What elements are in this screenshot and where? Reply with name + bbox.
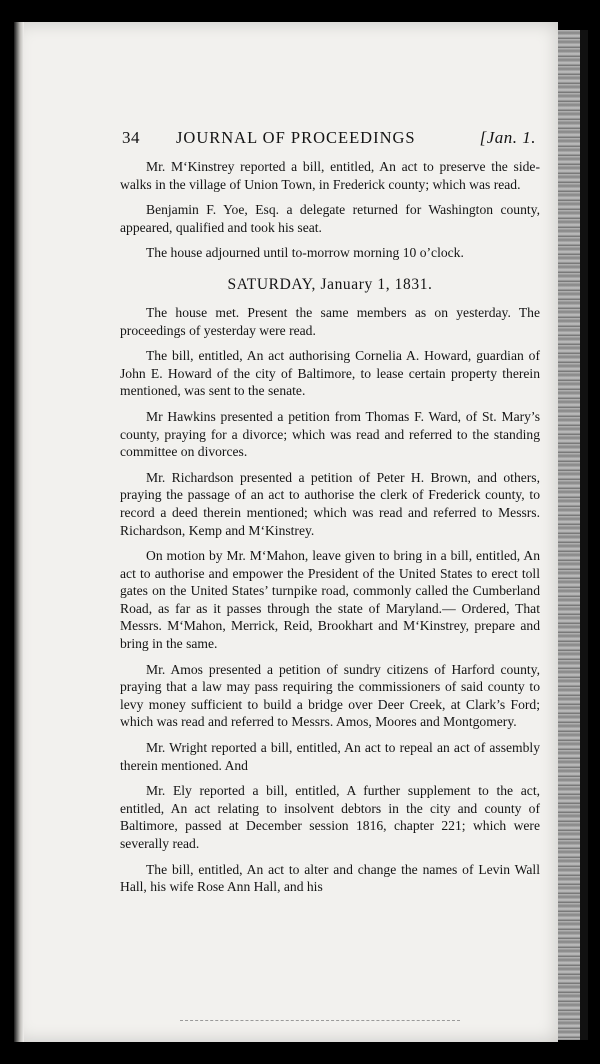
paragraph: The house met. Present the same members as on yesterday. The proceedings of yesterday were read. [120,304,540,338]
running-title: JOURNAL OF PROCEEDINGS [176,128,416,147]
paragraph: Mr Hawkins presented a petition from Thomas F. Ward, of St. Mary’s county, praying for a divorce; which was read and referred to the standing committee on divorces. [120,408,540,460]
page-binding-edge [14,22,24,1042]
paragraph: The bill, entitled, An act authorising Cornelia A. Howard, guardian of John E. Howard of the city of Baltimore, to lease certain property therein mentioned, was sent to the senate. [120,348,540,399]
paragraph: Mr. Wright reported a bill, entitled, An act to repeal an act of assembly therein mentioned. And [120,740,540,773]
date-tag: [Jan. 1. [479,128,536,147]
paragraph: Mr. M‘Kinstrey reported a bill, entitled, An act to preserve the side-walks in the village of Union Town, in Frederick county; which was read. [120,159,540,192]
section-heading: SATURDAY, January 1, 1831. [227,275,433,293]
adjacent-page-edge [558,30,580,1040]
paragraph: Benjamin F. Yoe, Esq. a delegate returned for Washington county, appeared, qualified and took his seat. [120,202,540,235]
page-bottom-mark [180,1020,460,1022]
paragraph: The house adjourned until to-morrow morning 10 o’clock. [146,245,464,261]
paragraph: Mr. Ely reported a bill, entitled, A further supplement to the act, entitled, An act relating to insolvent debtors in the city and county of Baltimore, passed at December session 1816, chapter 221; which were severally read. [120,783,540,851]
running-header [120,126,540,156]
paragraph: On motion by Mr. M‘Mahon, leave given to bring in a bill, entitled, An act to authorise and empower the President of the United States to erect toll gates on the United States’ turnpike road, commonly called the Cumberland Road, as far as it passes through the state of Maryland.— Ordered, That Messrs. M‘Mahon, Merrick, Reid, Brookhart and M‘Kinstrey, prepare and bring in the same. [120,548,540,652]
paragraph: Mr. Amos presented a petition of sundry citizens of Harford county, praying that a law may pass requiring the commissioners of said county to levy money sufficient to build a bridge over Deer Creek, at Clark’s Ford; which was read and referred to Messrs. Amos, Moores and Montgomery. [120,661,540,730]
page-number: 34 [122,128,140,147]
scan-border [580,30,588,1040]
paragraph: Mr. Richardson presented a petition of Peter H. Brown, and others, praying the passage of an act to authorise the clerk of Frederick county, to record a deed therein mentioned; which was read and referred to Messrs. Richardson, Kemp and M‘Kinstrey. [120,469,540,538]
paragraph: The bill, entitled, An act to alter and change the names of Levin Wall Hall, his wife Rose Ann Hall, and his [120,861,540,895]
page-text [120,126,540,904]
